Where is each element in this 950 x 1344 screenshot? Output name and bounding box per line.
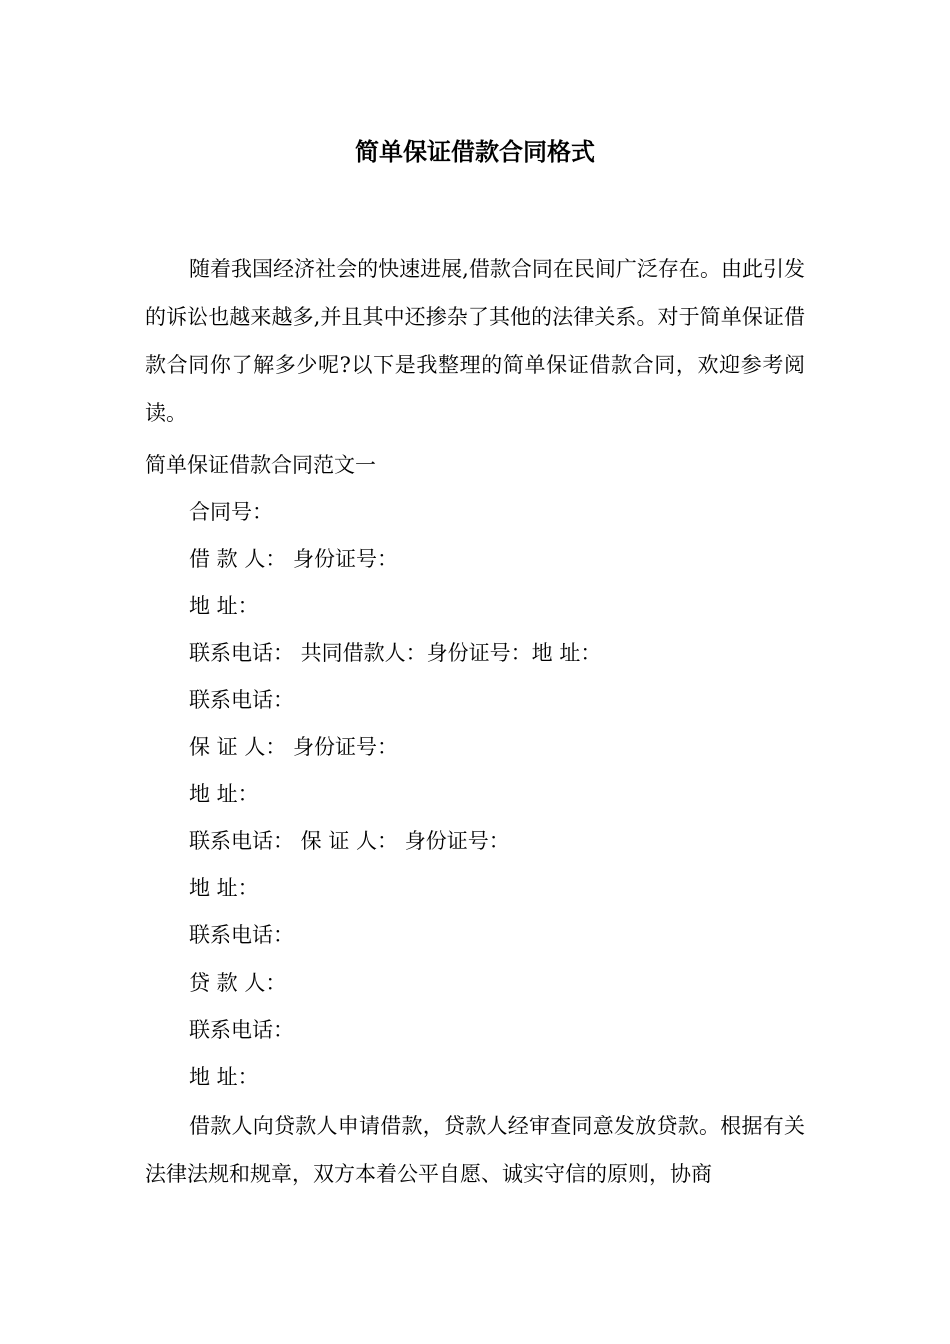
field-lender-address: 地 址：	[189, 1065, 259, 1089]
field-borrower: 借 款 人： 身份证号：	[189, 547, 399, 571]
closing-paragraph: 借款人向贷款人申请借款，贷款人经审查同意发放贷款。根据有关法律法规和规章，双方本着公平自愿、诚实守信的原则，协商	[145, 1114, 805, 1186]
document-title: 简单保证借款合同格式	[355, 138, 595, 166]
field-borrower-address: 地 址：	[189, 594, 259, 618]
field-second-guarantor-address: 地 址：	[189, 876, 259, 900]
field-borrower-phone-coborrower: 联系电话： 共同借款人：身份证号：地 址：	[189, 641, 602, 665]
field-contract-number: 合同号：	[189, 500, 273, 524]
field-second-guarantor-phone: 联系电话：	[189, 923, 294, 947]
intro-paragraph: 随着我国经济社会的快速进展,借款合同在民间广泛存在。由此引发的诉讼也越来越多,并且其中还掺杂了其他的法律关系。对于简单保证借款合同你了解多少呢?以下是我整理的简单保证借款合同，欢迎参考阅读。	[145, 257, 805, 425]
field-guarantor: 保 证 人： 身份证号：	[189, 735, 399, 759]
field-coborrower-phone: 联系电话：	[189, 688, 294, 712]
field-lender: 贷 款 人：	[189, 971, 287, 995]
section-heading: 简单保证借款合同范文一	[145, 453, 376, 477]
field-guarantor-phone-second-guarantor: 联系电话： 保 证 人： 身份证号：	[189, 829, 510, 853]
field-guarantor-address: 地 址：	[189, 782, 259, 806]
field-lender-phone: 联系电话：	[189, 1018, 294, 1042]
